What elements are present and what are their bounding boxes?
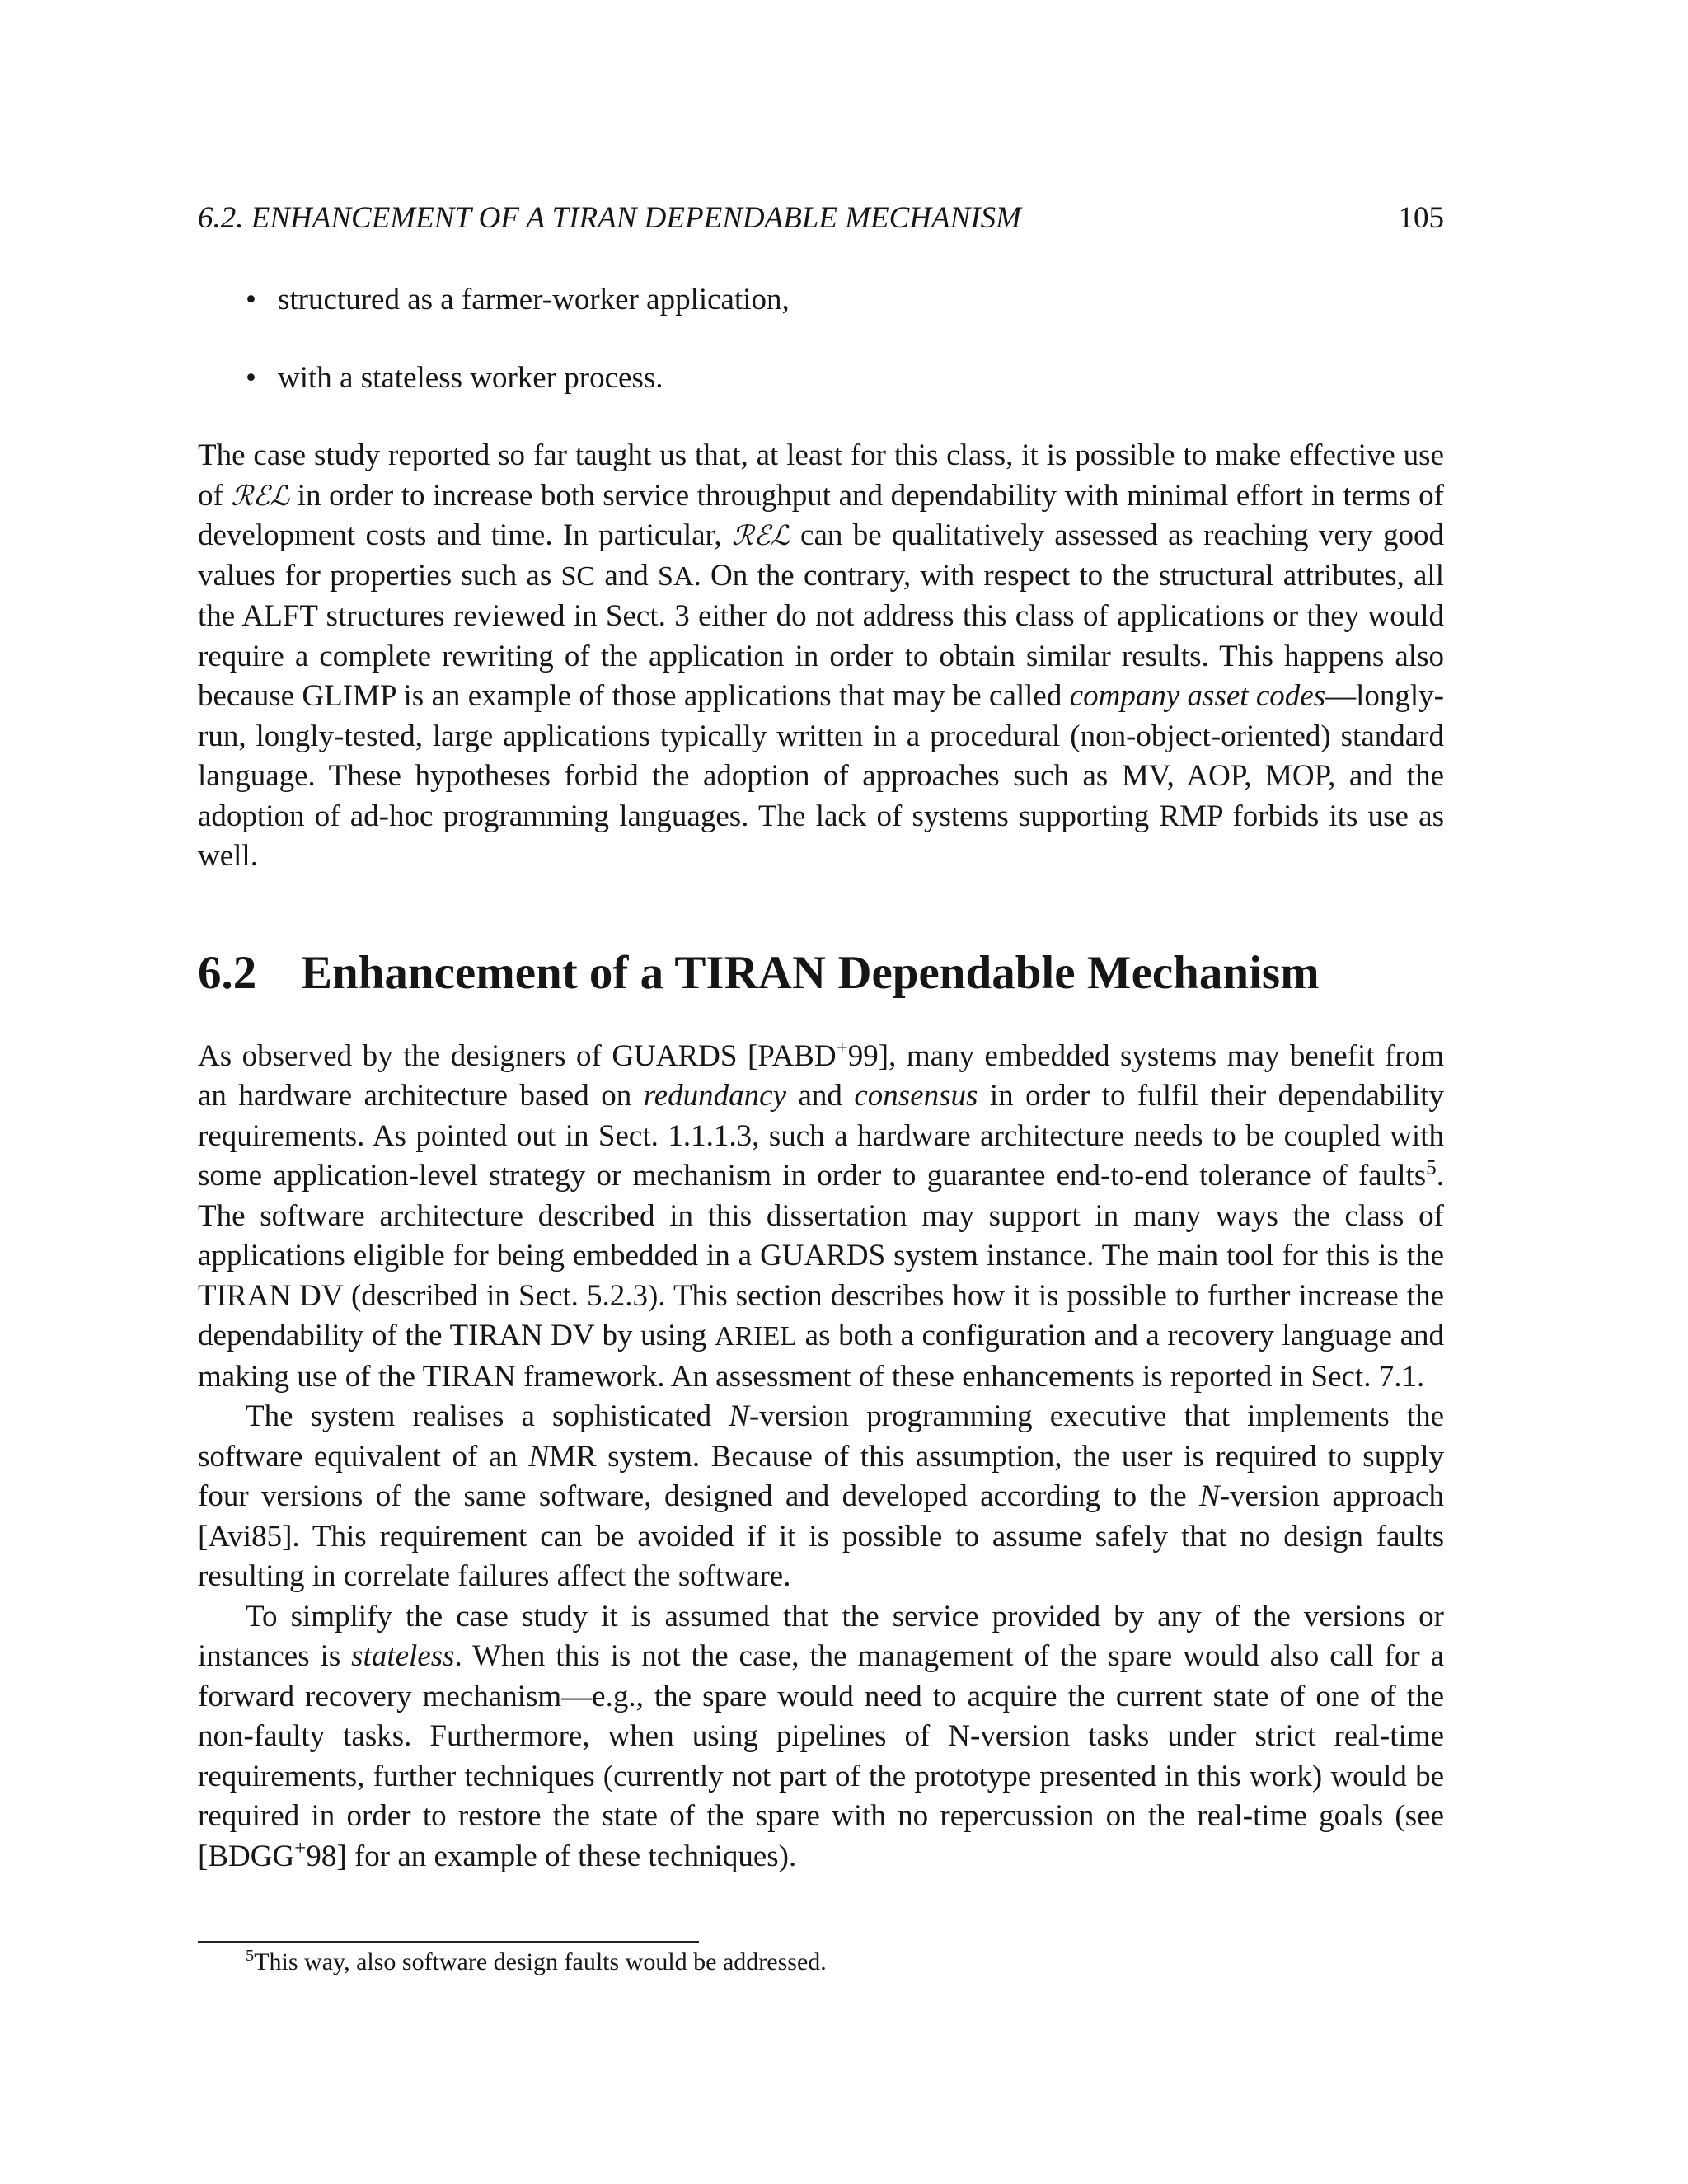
list-item <box>198 359 1444 399</box>
text-run: 98] for an example of these techniques). <box>306 1839 797 1873</box>
emphasis: stateless <box>351 1639 455 1673</box>
text-run: in order to fulfil their dependability requirements. As pointed out in Sect. 1.1.1.3, such a hardware architecture needs to be coupled with some application-level strategy or mechanism in order to guarantee end-to-end tolerance of faults <box>198 1079 1445 1193</box>
math-symbol: N <box>729 1399 749 1433</box>
superscript: + <box>294 1837 307 1860</box>
footnote-mark: 5 <box>246 1947 255 1965</box>
text-run: The case study reported so far taught us that, at least for this class, it is possible to make effective use of <box>198 438 1444 513</box>
list-item-text: with a stateless worker process. <box>278 360 663 395</box>
emphasis: redundancy <box>643 1079 787 1113</box>
paragraph-stateless <box>198 1597 1444 1877</box>
bullet-list <box>198 280 1444 398</box>
section-number: 6.2 <box>198 946 257 999</box>
text-run: -version approach [Avi85]. This requirement can be avoided if it is possible to assume safely that no design faults resulting in correlate failures affect the software. <box>198 1479 1444 1593</box>
rel-symbol: ℛℰℒ <box>731 519 790 551</box>
text-run: As observed by the designers of GUARDS [PABD <box>198 1038 837 1073</box>
running-head <box>198 200 1444 237</box>
small-caps-term: SC <box>560 560 596 592</box>
footnote <box>246 1947 827 1978</box>
text-run: To simplify the case study it is assumed that the service provided by any of the versions or instances is <box>198 1599 1444 1673</box>
text-run: and <box>786 1079 855 1113</box>
running-head-title: 6.2. ENHANCEMENT OF A TIRAN DEPENDABLE MECHANISM <box>198 201 1021 235</box>
small-caps-term: ARIEL <box>714 1321 798 1352</box>
text-run: The system realises a sophisticated <box>246 1399 729 1433</box>
small-caps-term: SA <box>658 560 694 592</box>
text-run: MR system. Because of this assumption, the user is required to supply four versions of the same software, designed and developed according to the <box>198 1439 1444 1513</box>
footnote-rule <box>198 1941 699 1943</box>
text-run: . On the contrary, with respect to the structural attributes, all the ALFT structures reviewed in Sect. 3 either do not address this class of applications or they would require a complete rewriting of the application in order to obtain similar results. This happens also because GLIMP is an example of those applications that may be called <box>198 558 1444 713</box>
bullet-icon: • <box>246 283 256 316</box>
footnote-marker[interactable]: 5 <box>1426 1156 1437 1179</box>
footnote-text: This way, also software design faults would be addressed. <box>254 1948 827 1975</box>
text-run: . The software architecture described in this dissertation may support in many ways the class of applications eligible for being embedded in a GUARDS system instance. The main tool for this is the TIRAN DV (described in Sect. 5.2.3). This section describes how it is possible to further increase the dependability of the TIRAN DV by using <box>198 1159 1444 1352</box>
page-number: 105 <box>1398 201 1444 235</box>
math-symbol: N <box>1199 1479 1220 1513</box>
text-run: as both a configuration and a recovery language and making use of the TIRAN framework. An assessment of these enhancements is reported in Sect. 7.1. <box>198 1319 1444 1394</box>
section-heading <box>198 946 1444 1001</box>
paragraph-case-study <box>198 436 1444 877</box>
text-run: and <box>595 558 659 593</box>
paragraph-nversion <box>198 1397 1444 1597</box>
text-run: can be qualitatively assessed as reaching very good values for properties such as <box>198 518 1444 593</box>
math-symbol: N <box>528 1439 550 1474</box>
superscript: + <box>836 1037 848 1060</box>
text-run: 99], many embedded systems may benefit from an hardware architecture based on <box>198 1038 1444 1113</box>
text-run: . When this is not the case, the management of the spare would also call for a forward recovery mechanism—e.g., the spare would need to acquire the current state of one of the non-faulty tasks. Furthermore, when using pipelines of N-version tasks under strict real-time requirements, further techniques (currently not part of the prototype presented in this work) would be required in order to restore the state of the spare with no repercussion on the real-time goals (see [BDGG <box>198 1639 1444 1873</box>
paragraph-guards <box>198 1037 1444 1398</box>
text-run: -version programming executive that implements the software equivalent of an <box>198 1399 1444 1474</box>
list-item-text: structured as a farmer-worker application, <box>278 283 790 316</box>
text-run: in order to increase both service throughput and dependability with minimal effort in terms of development costs and time. In particular, <box>198 478 1444 552</box>
section-title: Enhancement of a TIRAN Dependable Mechanism <box>301 946 1320 999</box>
bullet-icon: • <box>246 360 256 395</box>
main-content <box>198 280 1444 1877</box>
text-run: —longly-run, longly-tested, large applications typically written in a procedural (non-object-oriented) standard language. These hypotheses forbid the adoption of approaches such as MV, AOP, MOP, and the adoption of ad-hoc programming languages. The lack of systems supporting RMP forbids its use as well. <box>198 679 1444 873</box>
list-item <box>198 280 1444 321</box>
emphasis: consensus <box>854 1079 978 1113</box>
rel-symbol: ℛℰℒ <box>231 479 290 512</box>
emphasis: company asset codes <box>1069 679 1326 713</box>
page <box>198 0 1444 2184</box>
